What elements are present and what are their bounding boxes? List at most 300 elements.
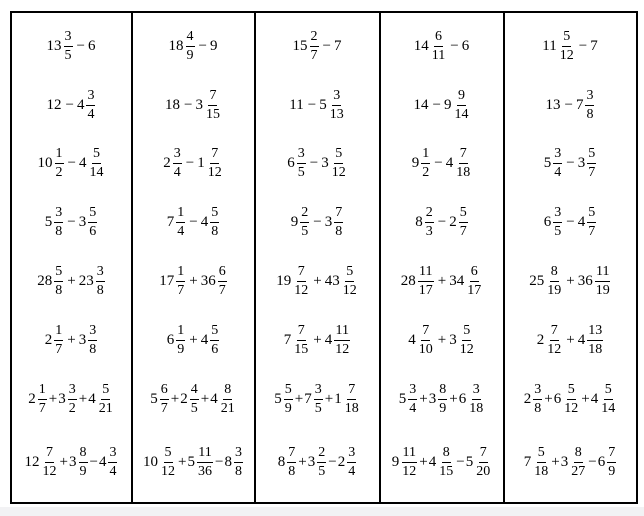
- whole-part: 6: [87, 37, 96, 54]
- fraction: [587, 147, 596, 180]
- denominator: 8: [234, 463, 242, 479]
- mixed-number: [163, 147, 183, 180]
- mixed-number: [449, 206, 469, 239]
- mixed-number: [167, 206, 187, 239]
- problem-cell: [505, 17, 636, 75]
- fraction: [344, 383, 360, 416]
- whole-part: 4: [200, 213, 209, 230]
- fraction: [210, 206, 219, 239]
- denominator: 5: [554, 223, 562, 239]
- whole-part: 2: [163, 154, 171, 171]
- numerator: 5: [587, 206, 596, 223]
- numerator: 3: [96, 265, 105, 282]
- fraction: [585, 89, 594, 122]
- numerator: 11: [595, 265, 610, 282]
- operator: −: [437, 213, 447, 230]
- denominator: 21: [98, 400, 113, 416]
- problem-cell: [505, 433, 636, 491]
- numerator: 2: [310, 30, 319, 47]
- operator: +: [48, 390, 58, 407]
- operator: +: [298, 453, 307, 470]
- denominator: 4: [409, 400, 417, 416]
- denominator: 4: [177, 223, 185, 239]
- fraction: [459, 206, 468, 239]
- denominator: 9: [284, 400, 292, 416]
- mixed-number: [99, 446, 119, 479]
- whole-part: 6: [287, 154, 295, 171]
- whole-part: 25: [529, 272, 545, 289]
- denominator: 2: [55, 164, 63, 180]
- denominator: 8: [211, 223, 219, 239]
- denominator: 12: [335, 341, 350, 357]
- whole-part: 4: [590, 390, 599, 407]
- fraction: [300, 206, 309, 239]
- fraction: [466, 265, 482, 298]
- numerator: 5: [604, 383, 613, 400]
- numerator: 1: [176, 265, 185, 282]
- numerator: 3: [86, 89, 95, 106]
- numerator: 8: [442, 446, 451, 463]
- whole-part: 4: [200, 331, 209, 348]
- operator: −: [185, 154, 195, 171]
- whole-part: 3: [577, 154, 586, 171]
- problem-cell: [505, 252, 636, 310]
- whole-part: 13: [545, 96, 561, 113]
- whole-part: 4: [408, 331, 416, 348]
- whole-part: 5: [398, 390, 407, 407]
- mixed-number: [284, 324, 311, 357]
- fraction: [79, 446, 88, 479]
- numerator: 2: [317, 446, 326, 463]
- mixed-number: [576, 89, 596, 122]
- denominator: 7: [588, 164, 596, 180]
- mixed-number: [180, 383, 200, 416]
- mixed-number: [319, 89, 346, 122]
- operator: −: [307, 96, 317, 113]
- whole-part: 2: [337, 453, 346, 470]
- operator: +: [566, 331, 575, 348]
- mixed-number: [334, 39, 343, 54]
- fraction: [218, 265, 227, 298]
- denominator: 9: [79, 463, 87, 479]
- denominator: 4: [87, 106, 95, 122]
- denominator: 7: [310, 47, 318, 63]
- fraction: [438, 446, 454, 479]
- mixed-number: [444, 89, 471, 122]
- fraction: [595, 265, 611, 298]
- problem-cell: [256, 76, 379, 134]
- numerator: 8: [574, 446, 583, 463]
- numerator: 1: [55, 147, 64, 164]
- problem-cell: [381, 17, 503, 75]
- operator: +: [170, 390, 180, 407]
- fraction: [176, 206, 185, 239]
- numerator: 3: [54, 206, 63, 223]
- numerator: 3: [297, 147, 306, 164]
- mixed-number: [224, 446, 244, 479]
- mixed-number: [167, 324, 187, 357]
- mixed-number: [392, 446, 419, 479]
- fraction: [347, 446, 356, 479]
- denominator: 10: [418, 341, 433, 357]
- whole-part: 18: [165, 96, 181, 113]
- fraction: [533, 383, 542, 416]
- whole-part: 14: [413, 37, 429, 54]
- operator: −: [322, 37, 331, 54]
- numerator: 9: [457, 89, 466, 106]
- denominator: 3: [425, 223, 433, 239]
- mixed-number: [578, 206, 598, 239]
- whole-part: 4: [88, 390, 96, 407]
- whole-part: 2: [44, 331, 53, 348]
- fraction: [207, 147, 223, 180]
- problem-cell: [381, 76, 503, 134]
- fraction: [54, 324, 63, 357]
- denominator: 7: [38, 400, 46, 416]
- problem-cell: [505, 134, 636, 192]
- operator: −: [198, 37, 207, 54]
- mixed-number: [169, 30, 196, 63]
- denominator: 2: [422, 164, 430, 180]
- numerator: 8: [223, 383, 232, 400]
- numerator: 3: [332, 89, 341, 106]
- fraction: [220, 383, 236, 416]
- problem-cell: [12, 252, 131, 310]
- denominator: 7: [218, 282, 226, 298]
- whole-part: 7: [166, 213, 175, 230]
- fraction: [186, 30, 195, 63]
- numerator: 1: [176, 324, 185, 341]
- mixed-number: [414, 30, 447, 63]
- whole-part: 10: [37, 154, 53, 171]
- denominator: 8: [288, 463, 296, 479]
- numerator: 5: [562, 30, 571, 47]
- operator: −: [65, 96, 74, 113]
- problem-cell: [256, 134, 379, 192]
- problem-cell: [256, 17, 379, 75]
- whole-part: 9: [290, 213, 299, 230]
- mixed-number: [429, 446, 456, 479]
- numerator: 7: [287, 446, 296, 463]
- mixed-number: [25, 446, 59, 479]
- operator: +: [189, 331, 198, 348]
- whole-part: 14: [413, 96, 429, 113]
- mixed-number: [37, 265, 64, 298]
- fraction: [600, 383, 616, 416]
- fraction: [42, 446, 58, 479]
- whole-part: 3: [321, 154, 329, 171]
- whole-part: 10: [143, 453, 159, 470]
- mixed-number: [414, 98, 430, 113]
- fraction: [418, 265, 434, 298]
- operator: −: [564, 96, 573, 113]
- denominator: 8: [96, 282, 104, 298]
- whole-part: 3: [307, 453, 316, 470]
- operator: +: [178, 453, 187, 470]
- whole-part: 5: [274, 390, 282, 407]
- fraction: [96, 265, 105, 298]
- denominator: 5: [297, 164, 305, 180]
- whole-part: 2: [180, 390, 188, 407]
- operator: +: [78, 390, 88, 407]
- numerator: 1: [176, 206, 185, 223]
- fraction: [54, 265, 63, 298]
- operator: −: [309, 154, 319, 171]
- numerator: 3: [173, 147, 182, 164]
- whole-part: 19: [276, 272, 292, 289]
- whole-part: 6: [553, 390, 562, 407]
- numerator: 8: [550, 265, 559, 282]
- numerator: 1: [421, 147, 430, 164]
- operator: +: [551, 453, 560, 470]
- denominator: 12: [161, 463, 176, 479]
- whole-part: 15: [292, 37, 308, 54]
- numerator: 5: [587, 147, 596, 164]
- fraction: [553, 147, 562, 180]
- mixed-number: [415, 206, 435, 239]
- mixed-number: [201, 206, 221, 239]
- whole-part: 28: [400, 272, 416, 289]
- mixed-number: [210, 39, 219, 54]
- mixed-number: [289, 98, 304, 113]
- operator: −: [566, 154, 575, 171]
- operator: −: [76, 37, 85, 54]
- numerator: 3: [472, 383, 481, 400]
- numerator: 3: [108, 446, 117, 463]
- numerator: 3: [64, 30, 73, 47]
- fraction: [293, 265, 309, 298]
- fraction: [98, 383, 114, 416]
- problem-cell: [12, 17, 131, 75]
- mixed-number: [446, 147, 473, 180]
- fraction: [176, 265, 185, 298]
- denominator: 36: [198, 463, 212, 479]
- whole-part: 3: [324, 213, 333, 230]
- problem-cell: [505, 311, 636, 369]
- problem-cell: [256, 370, 379, 428]
- denominator: 4: [173, 164, 181, 180]
- fraction: [546, 265, 562, 298]
- numerator: 6: [434, 30, 443, 47]
- denominator: 5: [301, 223, 309, 239]
- problem-cell: [381, 193, 503, 251]
- whole-part: 7: [283, 331, 292, 348]
- whole-part: 2: [28, 390, 36, 407]
- fraction: [329, 89, 345, 122]
- fraction: [205, 89, 221, 122]
- problem-cell: [381, 134, 503, 192]
- mixed-number: [287, 147, 307, 180]
- operator: +: [437, 272, 447, 289]
- numerator: 5: [537, 446, 546, 463]
- denominator: 18: [456, 164, 471, 180]
- whole-part: 4: [445, 154, 454, 171]
- mixed-number: [591, 383, 618, 416]
- whole-part: 12: [46, 96, 62, 113]
- operator: +: [67, 272, 76, 289]
- denominator: 8: [55, 282, 63, 298]
- numerator: 4: [190, 383, 199, 400]
- page-bottom-strip: [0, 507, 644, 516]
- numerator: 3: [314, 383, 323, 400]
- fraction: [88, 147, 104, 180]
- denominator: 27: [571, 463, 586, 479]
- operator: −: [432, 96, 441, 113]
- mixed-number: [401, 265, 435, 298]
- mixed-number: [201, 324, 221, 357]
- operator: −: [434, 154, 443, 171]
- fraction: [108, 446, 117, 479]
- denominator: 7: [588, 223, 596, 239]
- numerator: 3: [585, 89, 594, 106]
- fraction: [173, 147, 182, 180]
- problem-cell: [133, 311, 254, 369]
- denominator: 4: [109, 463, 117, 479]
- operator: +: [449, 390, 458, 407]
- whole-part: 8: [224, 453, 232, 470]
- denominator: 8: [586, 106, 594, 122]
- fraction: [563, 383, 579, 416]
- numerator: 5: [462, 324, 471, 341]
- fraction: [234, 446, 243, 479]
- numerator: 6: [470, 265, 479, 282]
- problem-cell: [12, 433, 131, 491]
- mixed-number: [276, 265, 310, 298]
- problem-cell: [133, 76, 254, 134]
- denominator: 5: [64, 47, 72, 63]
- operator: −: [215, 453, 224, 470]
- denominator: 4: [554, 164, 562, 180]
- operator: +: [200, 390, 210, 407]
- whole-part: 4: [577, 213, 586, 230]
- mixed-number: [338, 446, 358, 479]
- fraction: [314, 383, 323, 416]
- denominator: 7: [160, 400, 168, 416]
- fraction: [54, 206, 63, 239]
- mixed-number: [210, 383, 237, 416]
- numerator: 11: [418, 265, 433, 282]
- whole-part: 3: [195, 96, 203, 113]
- whole-part: 9: [443, 96, 452, 113]
- fraction: [459, 324, 475, 357]
- problem-cell: [256, 252, 379, 310]
- mixed-number: [524, 446, 551, 479]
- numerator: 1: [54, 324, 63, 341]
- problem-cell: [12, 311, 131, 369]
- fraction: [190, 383, 199, 416]
- problem-cell: [133, 370, 254, 428]
- mixed-number: [79, 265, 106, 298]
- denominator: 12: [342, 282, 357, 298]
- fraction: [310, 30, 319, 63]
- denominator: 9: [439, 400, 447, 416]
- whole-part: 6: [543, 213, 552, 230]
- fraction: [342, 265, 358, 298]
- whole-part: 4: [98, 453, 107, 470]
- whole-part: 23: [78, 272, 94, 289]
- operator: −: [184, 96, 193, 113]
- numerator: 3: [347, 446, 356, 463]
- denominator: 14: [454, 106, 469, 122]
- denominator: 15: [294, 341, 309, 357]
- whole-part: 5: [187, 453, 195, 470]
- fraction: [587, 206, 596, 239]
- denominator: 12: [402, 463, 417, 479]
- numerator: 7: [421, 324, 430, 341]
- operator: −: [328, 453, 337, 470]
- numerator: 3: [408, 383, 417, 400]
- operator: +: [59, 453, 68, 470]
- fraction: [607, 446, 616, 479]
- whole-part: 8: [415, 213, 423, 230]
- problem-cell: [12, 134, 131, 192]
- mixed-number: [466, 446, 493, 479]
- denominator: 5: [318, 463, 326, 479]
- fraction: [88, 206, 97, 239]
- denominator: 21: [220, 400, 235, 416]
- whole-part: 9: [411, 154, 420, 171]
- operator: +: [437, 331, 447, 348]
- mixed-number: [150, 383, 170, 416]
- mixed-number: [47, 98, 63, 113]
- whole-part: 6: [461, 37, 470, 54]
- denominator: 18: [344, 400, 359, 416]
- problem-cell: [12, 76, 131, 134]
- mixed-number: [274, 383, 294, 416]
- mixed-number: [325, 265, 359, 298]
- whole-part: 9: [391, 453, 400, 470]
- mixed-number: [291, 206, 311, 239]
- numerator: 11: [197, 446, 212, 463]
- mixed-number: [143, 446, 177, 479]
- mixed-number: [28, 383, 48, 416]
- fraction: [455, 147, 471, 180]
- numerator: 7: [479, 446, 488, 463]
- operator: +: [313, 272, 322, 289]
- operator: +: [294, 390, 304, 407]
- whole-part: 2: [536, 331, 545, 348]
- whole-part: 3: [428, 390, 437, 407]
- problem-cell: [12, 370, 131, 428]
- fraction: [68, 383, 77, 416]
- fraction: [331, 147, 347, 180]
- mixed-number: [462, 39, 471, 54]
- mixed-number: [459, 383, 486, 416]
- whole-part: 7: [304, 390, 312, 407]
- mixed-number: [165, 98, 181, 113]
- problem-cell: [133, 134, 254, 192]
- whole-part: 4: [210, 390, 218, 407]
- operator: −: [450, 37, 459, 54]
- operator: +: [581, 390, 590, 407]
- denominator: 14: [601, 400, 616, 416]
- mixed-number: [590, 39, 599, 54]
- mixed-number: [79, 147, 106, 180]
- numerator: 7: [210, 147, 219, 164]
- whole-part: 5: [319, 96, 327, 113]
- denominator: 15: [439, 463, 454, 479]
- numerator: 5: [54, 265, 63, 282]
- problem-cell: [381, 252, 503, 310]
- fraction: [468, 383, 484, 416]
- denominator: 5: [190, 400, 198, 416]
- numerator: 2: [300, 206, 309, 223]
- numerator: 3: [533, 383, 542, 400]
- mixed-number: [79, 206, 99, 239]
- mixed-number: [195, 89, 222, 122]
- numerator: 7: [347, 383, 356, 400]
- operator: −: [89, 453, 98, 470]
